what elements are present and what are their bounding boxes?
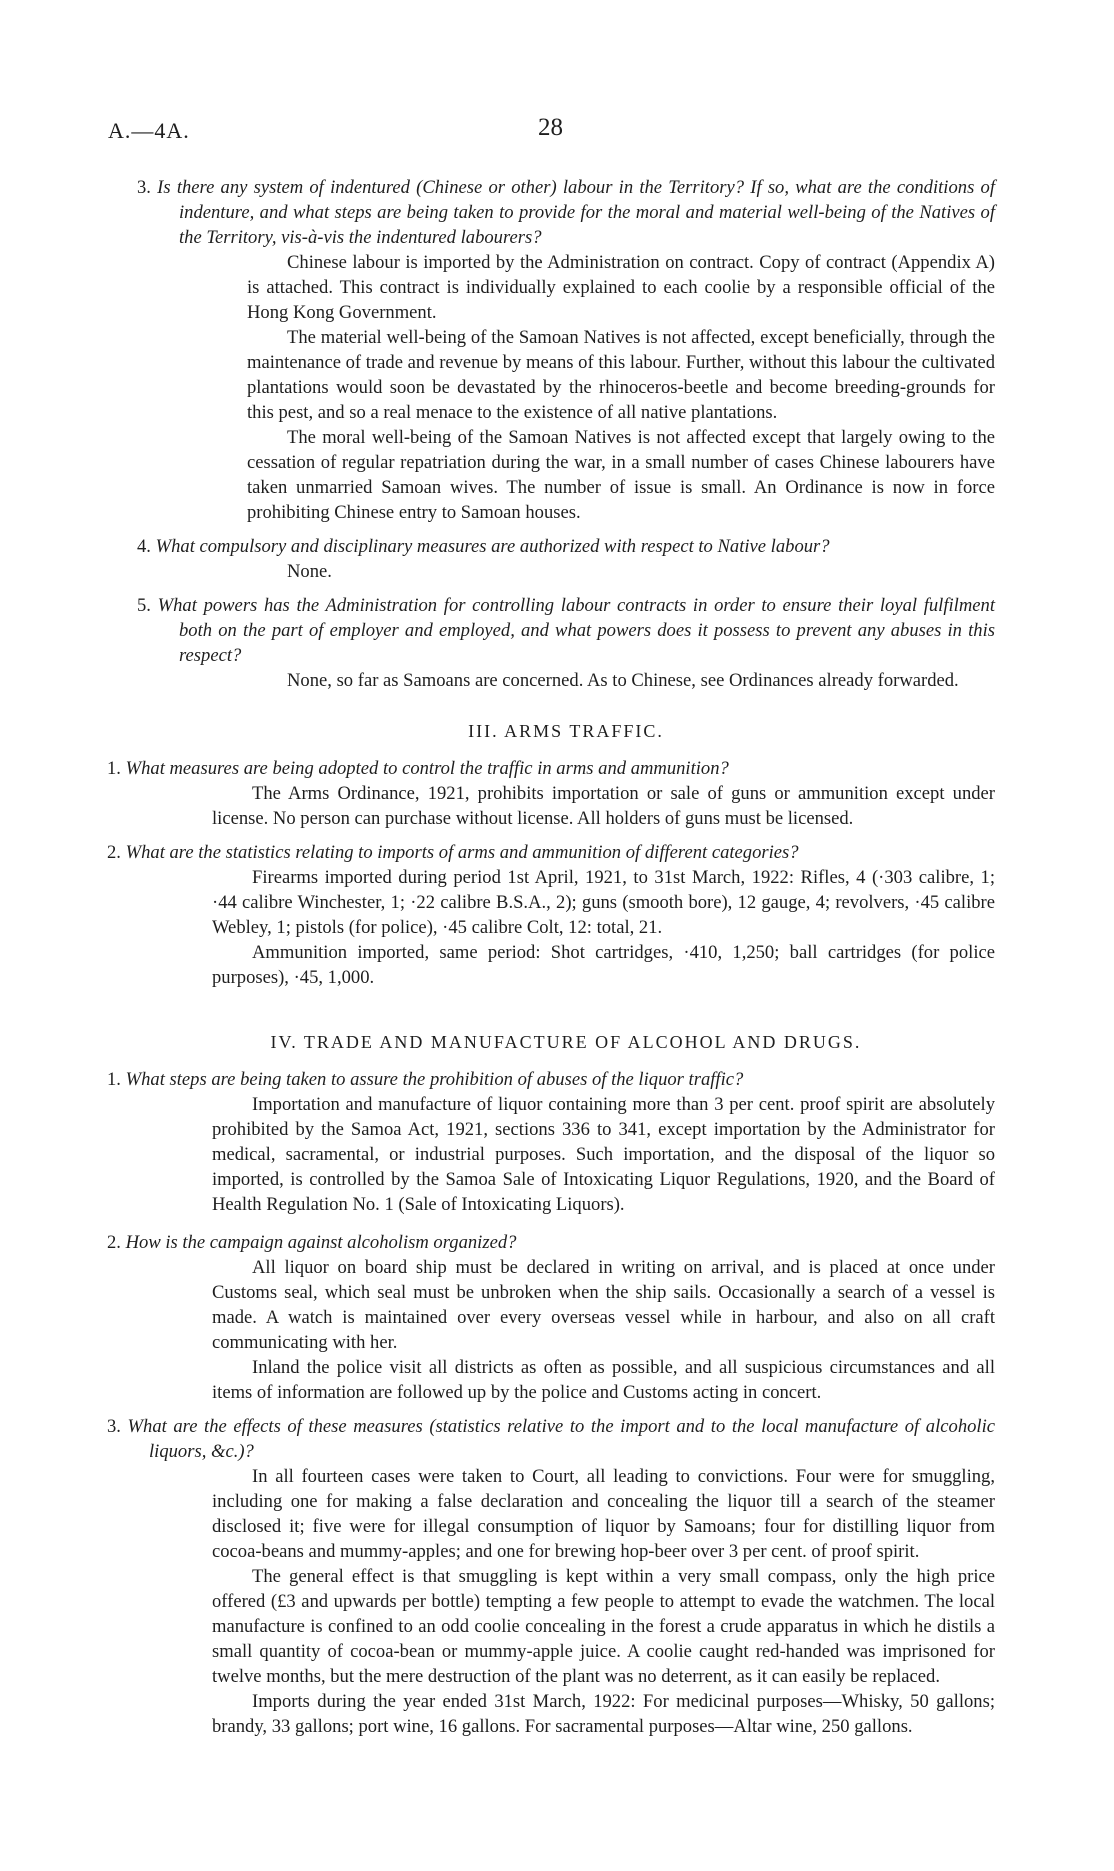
question-text: What compulsory and disciplinary measures are authorized with respect to Native labour? (155, 536, 830, 557)
answer-paragraph: In all fourteen cases were taken to Court, all leading to convictions. Four were for smuggling, including one for making a false declaration and concealing the liquor till a search of the steamer disclosed it; five were for illegal consumption of liquor by Samoans; four for distilling liquor from cocoa-beans and mummy-apples; and one for brewing hop-beer over 3 per cent. of proof spirit. (212, 1466, 995, 1562)
document-code: A.—4A. (108, 118, 190, 143)
question (107, 840, 995, 865)
question-block (137, 534, 995, 584)
answer-paragraph: The material well-being of the Samoan Natives is not affected, except beneficially, through the maintenance of trade and revenue by means of this labour. Further, without this labour the cultivated plantations would soon be devastated by the rhinoceros-beetle and become breeding-grounds for this pest, and so a real menace to the existence of all native plantations. (247, 327, 995, 423)
question-block (107, 840, 995, 990)
page-number: 28 (538, 114, 563, 141)
answer-paragraph: The moral well-being of the Samoan Natives is not affected except that largely owing to the cessation of regular repatriation during the war, in a small number of cases Chinese labourers have taken unmarried Samoan wives. The number of issue is small. An Ordinance is now in force prohibiting Chinese entry to Samoan houses. (247, 427, 995, 523)
answer-group (212, 1092, 995, 1217)
answer-group (247, 250, 995, 525)
question-number: 4. (137, 536, 151, 557)
question-number: 3. (137, 177, 151, 198)
answer-paragraph: Chinese labour is imported by the Administration on contract. Copy of contract (Appendix A) is attached. This contract is individually explained to each coolie by a responsible official of the Hong Kong Government. (247, 252, 995, 323)
answer-group (212, 1464, 995, 1739)
question-text: What measures are being adopted to control the traffic in arms and ammunition? (125, 758, 729, 779)
page-header (108, 114, 1008, 148)
question (137, 593, 995, 668)
question (107, 1230, 995, 1255)
answer-paragraph: Firearms imported during period 1st April, 1921, to 31st March, 1922: Rifles, 4 (·303 calibre, 1; ·44 calibre Winchester, 1; ·22 calibre B.S.A., 2); guns (smooth bore), 12 gauge, 4; revolvers, ·45 calibre Webley, 1; pistols (for police), ·45 calibre Colt, 12: total, 21. (212, 867, 995, 938)
answer-group (212, 1255, 995, 1405)
question-text: What powers has the Administration for controlling labour contracts in order to ensure their loyal fulfilment both on the part of employer and employed, and what powers does it possess to prevent any abuses in this respect? (157, 595, 995, 666)
question (107, 756, 995, 781)
question-text: What steps are being taken to assure the prohibition of abuses of the liquor traffic? (125, 1069, 744, 1090)
answer-paragraph: The Arms Ordinance, 1921, prohibits importation or sale of guns or ammunition except under license. No person can purchase without license. All holders of guns must be licensed. (212, 783, 995, 829)
question-text: Is there any system of indentured (Chinese or other) labour in the Territory? If so, what are the conditions of indenture, and what steps are being taken to provide for the moral and material well-being of the Natives of the Territory, vis-à-vis the indentured labourers? (157, 177, 995, 248)
question-block (137, 593, 995, 693)
question-number: 2. (107, 1232, 121, 1253)
question (137, 534, 995, 559)
section-heading-arms-traffic: III. ARMS TRAFFIC. (468, 721, 664, 741)
question-block (107, 756, 995, 831)
answer-group (247, 559, 995, 584)
question-block (137, 175, 995, 525)
answer-paragraph: The general effect is that smuggling is kept within a very small compass, only the high price offered (£3 and upwards per bottle) tempting a few people to attempt to evade the watchmen. The local manufacture is confined to an odd coolie concealing in the forest a crude apparatus in which he distils a small quantity of cocoa-bean or mummy-apple juice. A coolie caught red-handed was imprisoned for twelve months, but the mere destruction of the plant was no deterrent, as it can easily be replaced. (212, 1566, 995, 1687)
answer-paragraph: Inland the police visit all districts as often as possible, and all suspicious circumstances and all items of information are followed up by the police and Customs acting in concert. (212, 1357, 995, 1403)
question-number: 5. (137, 595, 151, 616)
question-number: 1. (107, 1069, 121, 1090)
section-heading-alcohol-drugs: IV. TRADE AND MANUFACTURE OF ALCOHOL AND DRUGS. (270, 1032, 862, 1052)
answer-group (212, 865, 995, 990)
question-number: 2. (107, 842, 121, 863)
question-text: What are the statistics relating to imports of arms and ammunition of different categories? (125, 842, 799, 863)
answer-paragraph: Imports during the year ended 31st March, 1922: For medicinal purposes—Whisky, 50 gallons; brandy, 33 gallons; port wine, 16 gallons. For sacramental purposes—Altar wine, 250 gallons. (212, 1691, 995, 1737)
question-number: 1. (107, 758, 121, 779)
answer-paragraph: None. (287, 561, 332, 582)
question (137, 175, 995, 250)
question-block (107, 1414, 995, 1739)
answer-group (212, 781, 995, 831)
question-block (107, 1067, 995, 1217)
answer-paragraph: Importation and manufacture of liquor containing more than 3 per cent. proof spirit are absolutely prohibited by the Samoa Act, 1921, sections 336 to 341, except importation by the Administrator for medical, sacramental, or industrial purposes. Such importation, and the disposal of the liquor so imported, is controlled by the Samoa Sale of Intoxicating Liquor Regulations, 1920, and the Board of Health Regulation No. 1 (Sale of Intoxicating Liquors). (212, 1094, 995, 1215)
question-text: How is the campaign against alcoholism organized? (125, 1232, 517, 1253)
answer-group (247, 668, 995, 693)
question (107, 1067, 995, 1092)
question-number: 3. (107, 1416, 121, 1437)
question-text: What are the effects of these measures (statistics relative to the import and to the local manufacture of alcoholic liquors, &c.)? (127, 1416, 995, 1462)
answer-paragraph: Ammunition imported, same period: Shot cartridges, ·410, 1,250; ball cartridges (for police purposes), ·45, 1,000. (212, 942, 995, 988)
question (107, 1414, 995, 1464)
page-body (107, 172, 995, 1739)
answer-paragraph: All liquor on board ship must be declared in writing on arrival, and is placed at once under Customs seal, which seal must be unbroken when the ship sails. Occasionally a search of a vessel is made. A watch is maintained over every overseas vessel while in harbour, and also on all craft communicating with her. (212, 1257, 995, 1353)
question-block (107, 1230, 995, 1405)
answer-paragraph: None, so far as Samoans are concerned. As to Chinese, see Ordinances already forwarded. (287, 670, 959, 691)
